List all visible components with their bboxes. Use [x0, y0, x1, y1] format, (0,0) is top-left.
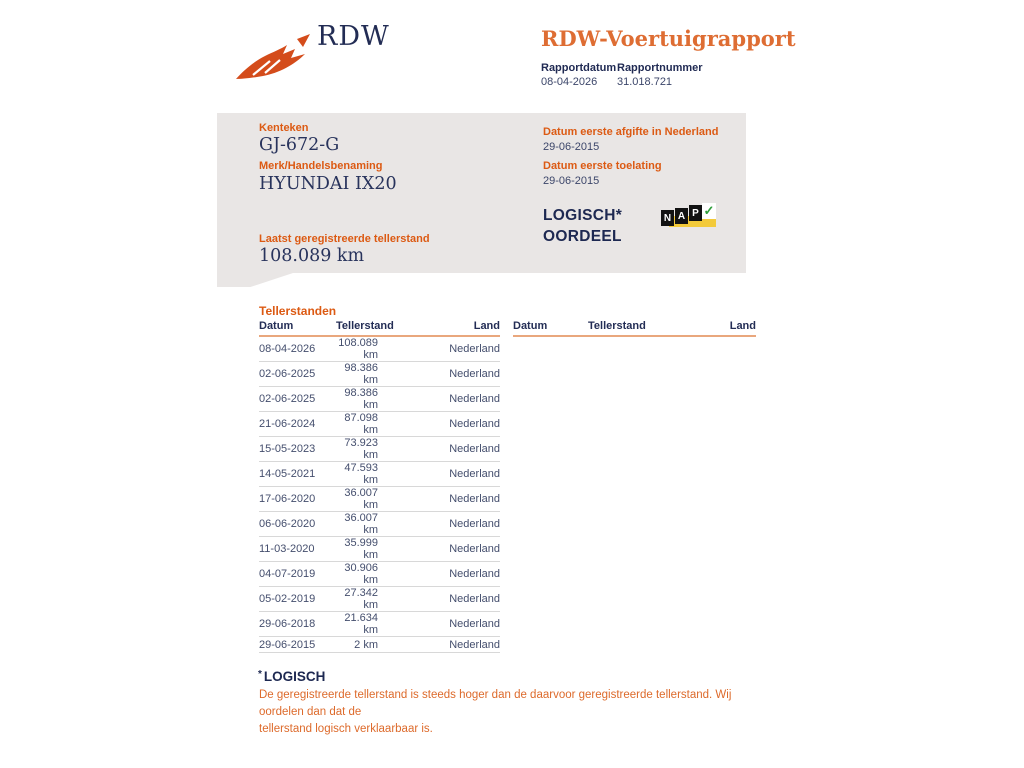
cell-datum: 04-07-2019	[259, 562, 336, 587]
cell-land: Nederland	[410, 512, 500, 537]
table-row	[259, 587, 500, 612]
col-header-tellerstand: Tellerstand	[336, 320, 410, 336]
table-row	[259, 412, 500, 437]
cell-land: Nederland	[410, 412, 500, 437]
cell-tellerstand: 21.634 km	[336, 612, 410, 637]
cell-tellerstand: 35.999 km	[336, 537, 410, 562]
rdw-feather-icon	[234, 26, 312, 82]
odometer-table-right-empty	[513, 320, 756, 337]
cell-land: Nederland	[410, 437, 500, 462]
table-row	[259, 537, 500, 562]
toelating-label: Datum eerste toelating	[543, 160, 662, 172]
cell-tellerstand: 98.386 km	[336, 362, 410, 387]
footnote-text	[259, 687, 739, 738]
footnote-line-1: De geregistreerde tellerstand is steeds hoger dan de daarvoor geregistreerde tellerstand. Wij oordelen dan dat de	[259, 689, 732, 718]
cell-land: Nederland	[410, 487, 500, 512]
table-row	[259, 562, 500, 587]
cell-land: Nederland	[410, 637, 500, 653]
report-number-label: Rapportnummer	[617, 62, 703, 74]
col-header-land: Land	[668, 320, 756, 336]
cell-tellerstand: 27.342 km	[336, 587, 410, 612]
merk-value: HYUNDAI IX20	[259, 174, 397, 194]
cell-datum: 02-06-2025	[259, 387, 336, 412]
cell-tellerstand: 30.906 km	[336, 562, 410, 587]
cell-tellerstand: 87.098 km	[336, 412, 410, 437]
cell-land: Nederland	[410, 612, 500, 637]
table-header-row	[259, 320, 500, 336]
tellerstand-label: Laatst geregistreerde tellerstand	[259, 233, 430, 245]
table-row	[259, 487, 500, 512]
report-date-label: Rapportdatum	[541, 62, 617, 74]
kenteken-label: Kenteken	[259, 122, 309, 134]
verdict-line-2: OORDEEL	[543, 228, 622, 245]
report-number-value: 31.018.721	[617, 76, 673, 88]
table-row	[259, 512, 500, 537]
cell-land: Nederland	[410, 587, 500, 612]
cell-land: Nederland	[410, 387, 500, 412]
table-row	[259, 462, 500, 487]
odometer-table-left	[259, 320, 500, 653]
table-row	[259, 387, 500, 412]
cell-land: Nederland	[410, 462, 500, 487]
cell-datum: 05-02-2019	[259, 587, 336, 612]
col-header-datum: Datum	[513, 320, 588, 336]
cell-datum: 15-05-2023	[259, 437, 336, 462]
cell-datum: 11-03-2020	[259, 537, 336, 562]
cell-land: Nederland	[410, 362, 500, 387]
table-row	[259, 437, 500, 462]
footnote-title	[258, 669, 325, 684]
nap-checkmark-icon: ✓	[703, 203, 715, 218]
nap-letter-n: N	[661, 210, 674, 226]
table-row	[259, 362, 500, 387]
cell-tellerstand: 98.386 km	[336, 387, 410, 412]
page-title: RDW-Voertuigrapport	[541, 26, 796, 51]
table-row	[259, 612, 500, 637]
afgifte-label: Datum eerste afgifte in Nederland	[543, 126, 719, 138]
nap-logo	[660, 203, 718, 231]
cell-tellerstand: 36.007 km	[336, 487, 410, 512]
cell-datum: 14-05-2021	[259, 462, 336, 487]
cell-land: Nederland	[410, 562, 500, 587]
tellerstand-value: 108.089 km	[259, 246, 365, 266]
nap-letter-a: A	[675, 208, 688, 224]
table-header-row	[513, 320, 756, 336]
cell-datum: 29-06-2018	[259, 612, 336, 637]
cell-tellerstand: 36.007 km	[336, 512, 410, 537]
panel-tail-decoration	[217, 273, 293, 287]
cell-datum: 08-04-2026	[259, 336, 336, 362]
col-header-datum: Datum	[259, 320, 336, 336]
footnote-title-text: LOGISCH	[263, 669, 326, 684]
cell-datum: 17-06-2020	[259, 487, 336, 512]
cell-land: Nederland	[410, 336, 500, 362]
cell-datum: 02-06-2025	[259, 362, 336, 387]
cell-datum: 21-06-2024	[259, 412, 336, 437]
afgifte-value: 29-06-2015	[543, 141, 600, 153]
kenteken-value: GJ-672-G	[259, 135, 340, 155]
col-header-land: Land	[410, 320, 500, 336]
merk-label: Merk/Handelsbenaming	[259, 160, 383, 172]
toelating-value: 29-06-2015	[543, 175, 600, 187]
verdict-line-1: LOGISCH*	[543, 207, 623, 224]
cell-datum: 06-06-2020	[259, 512, 336, 537]
col-header-tellerstand: Tellerstand	[588, 320, 668, 336]
footnote-asterisk: *	[258, 669, 262, 680]
cell-tellerstand: 73.923 km	[336, 437, 410, 462]
report-date-value: 08-04-2026	[541, 76, 598, 88]
table-row	[259, 336, 500, 362]
cell-tellerstand: 108.089 km	[336, 336, 410, 362]
rdw-logo-text: RDW	[317, 21, 390, 52]
footnote-line-2: tellerstand logisch verklaarbaar is.	[259, 723, 433, 735]
table-row	[259, 637, 500, 653]
tellerstanden-section-title: Tellerstanden	[259, 304, 337, 318]
nap-letter-p: P	[689, 205, 702, 221]
cell-tellerstand: 2 km	[336, 637, 410, 653]
cell-datum: 29-06-2015	[259, 637, 336, 653]
cell-land: Nederland	[410, 537, 500, 562]
cell-tellerstand: 47.593 km	[336, 462, 410, 487]
